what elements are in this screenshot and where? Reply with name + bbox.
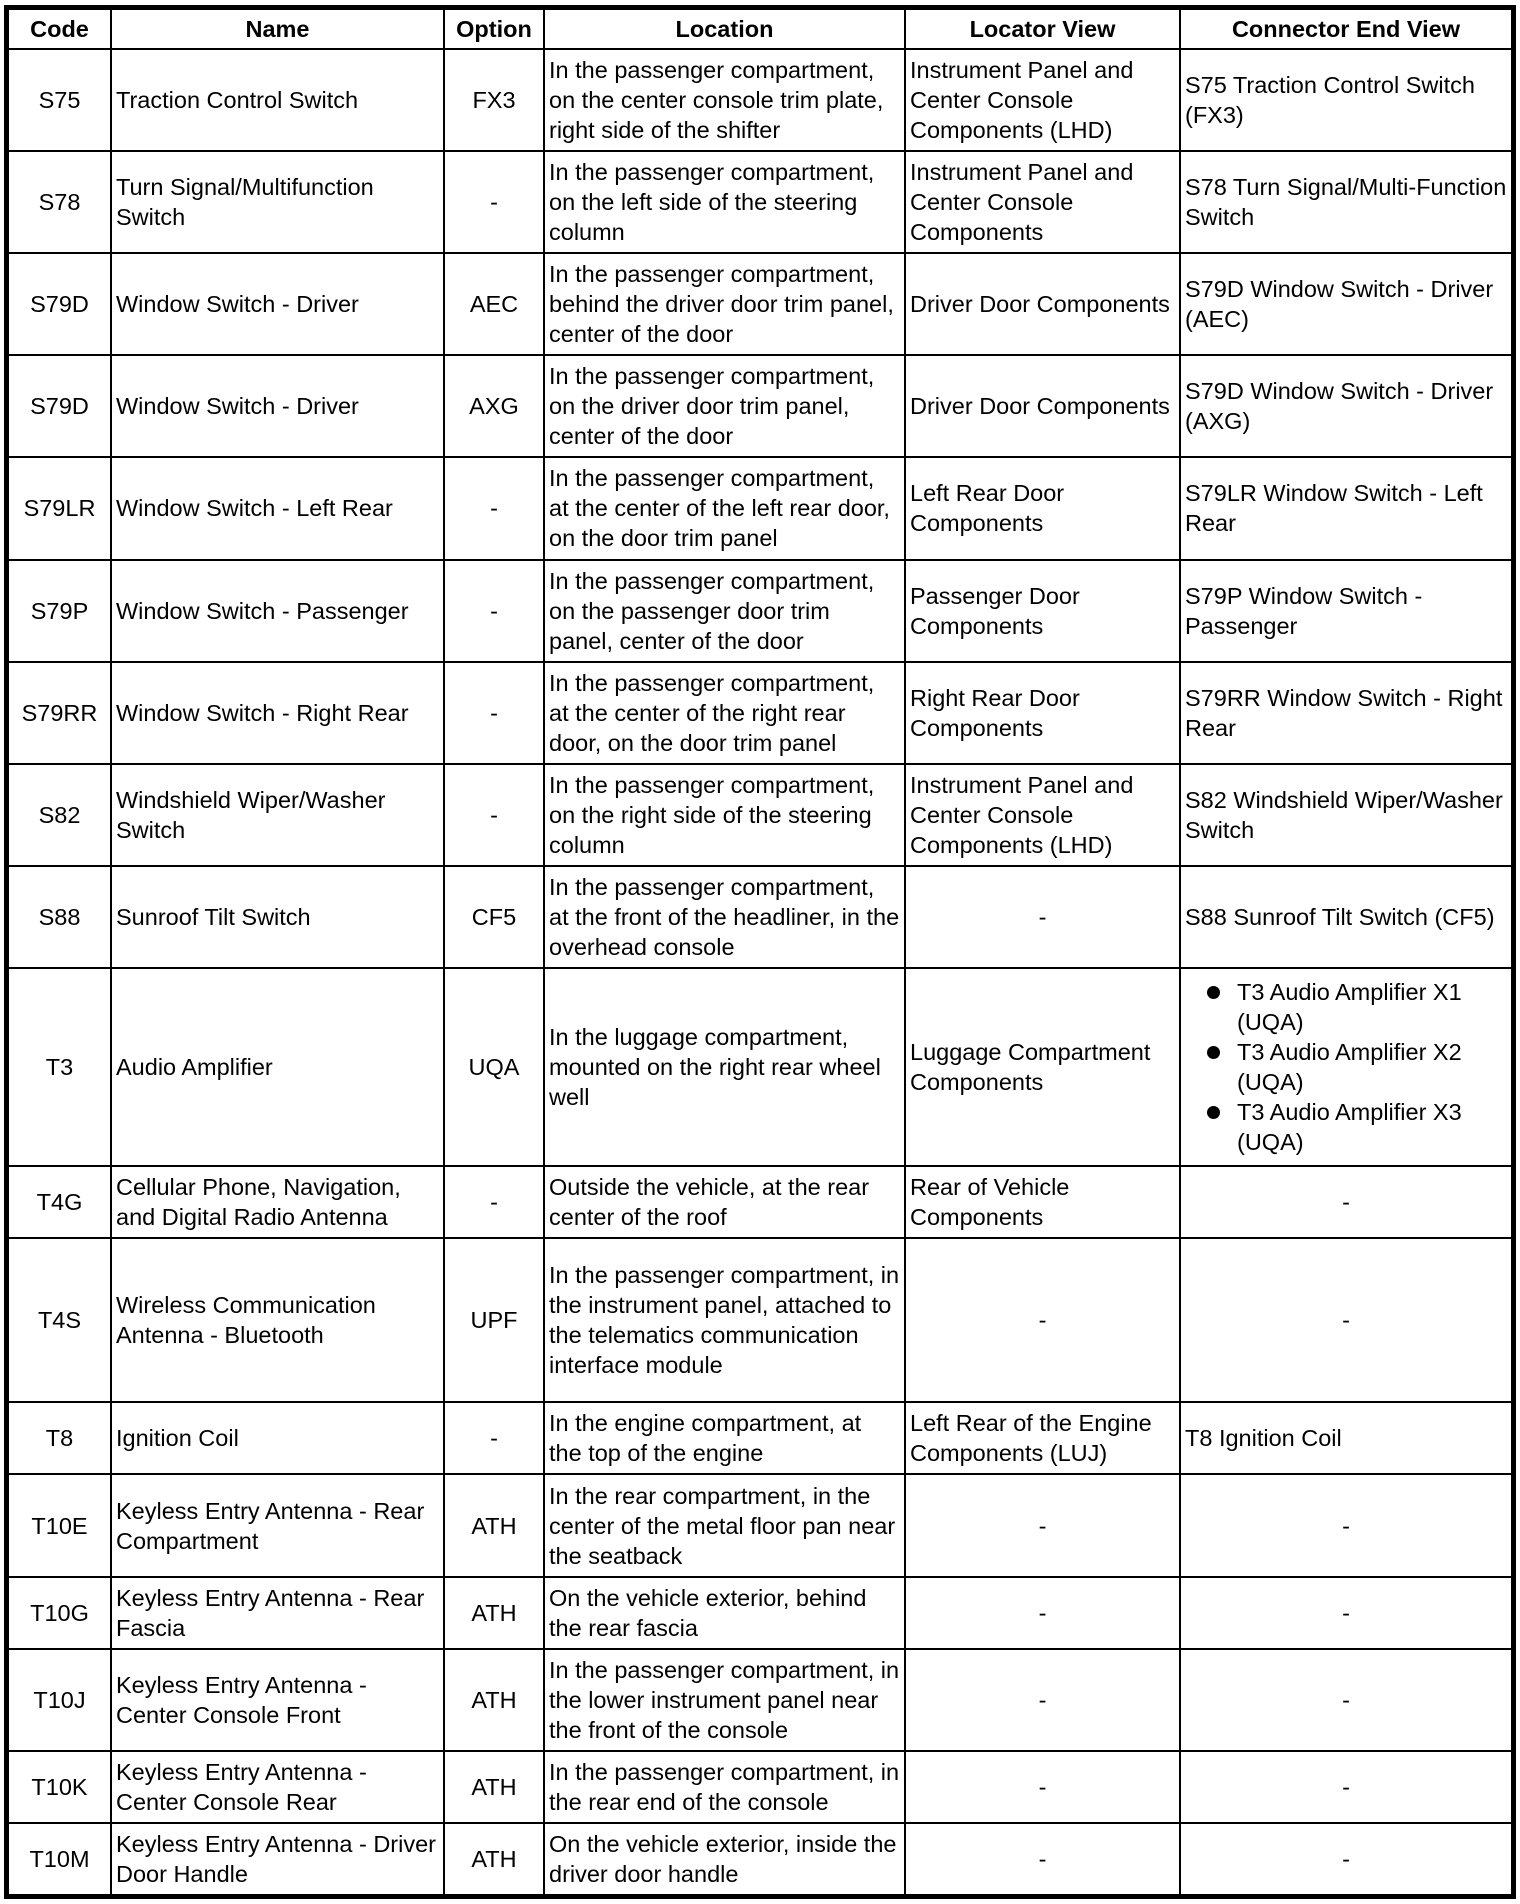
cell-code: S75 <box>8 49 111 151</box>
cell-name: Traction Control Switch <box>111 49 444 151</box>
cell-code: S79D <box>8 355 111 457</box>
cell-code: T10J <box>8 1649 111 1751</box>
cell-code: T4S <box>8 1238 111 1402</box>
table-row <box>8 662 1512 764</box>
cell-location: On the vehicle exterior, inside the driver door handle <box>544 1823 905 1895</box>
cell-connector-end-view: S88 Sunroof Tilt Switch (CF5) <box>1180 866 1512 968</box>
cell-connector-end-view: S82 Windshield Wiper/Washer Switch <box>1180 764 1512 866</box>
cell-code: S82 <box>8 764 111 866</box>
cell-locator-view: - <box>905 1474 1180 1576</box>
table-row <box>8 49 1512 151</box>
cell-code: T10G <box>8 1577 111 1649</box>
cell-location: In the passenger compartment, on the center console trim plate, right side of the shifter <box>544 49 905 151</box>
table-row <box>8 1751 1512 1823</box>
cell-locator-view: Instrument Panel and Center Console Components <box>905 151 1180 253</box>
cell-name: Ignition Coil <box>111 1402 444 1474</box>
cell-locator-view: Right Rear Door Components <box>905 662 1180 764</box>
cell-code: T3 <box>8 968 111 1166</box>
cell-location: In the passenger compartment, on the passenger door trim panel, center of the door <box>544 560 905 662</box>
header-connector-end-view: Connector End View <box>1180 9 1512 49</box>
cell-option: - <box>444 662 544 764</box>
cell-locator-view: Left Rear Door Components <box>905 457 1180 559</box>
header-row <box>8 9 1512 49</box>
cell-name: Audio Amplifier <box>111 968 444 1166</box>
table-row <box>8 1577 1512 1649</box>
cell-connector-end-view: - <box>1180 1166 1512 1238</box>
cell-location: In the luggage compartment, mounted on the right rear wheel well <box>544 968 905 1166</box>
cell-name: Keyless Entry Antenna - Center Console Front <box>111 1649 444 1751</box>
cell-locator-view: Luggage Compartment Components <box>905 968 1180 1166</box>
cell-name: Keyless Entry Antenna - Center Console Rear <box>111 1751 444 1823</box>
cell-connector-end-view: S79P Window Switch - Passenger <box>1180 560 1512 662</box>
table-row <box>8 151 1512 253</box>
cell-code: T10K <box>8 1751 111 1823</box>
table-row <box>8 764 1512 866</box>
cell-option: FX3 <box>444 49 544 151</box>
cell-location: On the vehicle exterior, behind the rear fascia <box>544 1577 905 1649</box>
cell-locator-view: - <box>905 1823 1180 1895</box>
cell-code: S79RR <box>8 662 111 764</box>
table-row <box>8 1649 1512 1751</box>
cell-name: Window Switch - Driver <box>111 253 444 355</box>
cell-location: Outside the vehicle, at the rear center of the roof <box>544 1166 905 1238</box>
cell-connector-end-view: - <box>1180 1238 1512 1402</box>
cell-option: ATH <box>444 1649 544 1751</box>
cell-option: - <box>444 1166 544 1238</box>
cell-locator-view: - <box>905 1238 1180 1402</box>
cell-connector-end-view: - <box>1180 1649 1512 1751</box>
header-option: Option <box>444 9 544 49</box>
table-row <box>8 968 1512 1166</box>
cell-option: - <box>444 1402 544 1474</box>
cell-code: S79D <box>8 253 111 355</box>
cell-connector-end-view: - <box>1180 1474 1512 1576</box>
cell-name: Keyless Entry Antenna - Rear Fascia <box>111 1577 444 1649</box>
cell-name: Window Switch - Passenger <box>111 560 444 662</box>
cell-locator-view: Driver Door Components <box>905 253 1180 355</box>
table-row <box>8 457 1512 559</box>
cell-connector-end-view: - <box>1180 1577 1512 1649</box>
cell-locator-view: - <box>905 1577 1180 1649</box>
cell-locator-view: Driver Door Components <box>905 355 1180 457</box>
cell-location: In the passenger compartment, in the rear end of the console <box>544 1751 905 1823</box>
cell-locator-view: - <box>905 866 1180 968</box>
cell-option: ATH <box>444 1577 544 1649</box>
cell-connector-end-view: S79D Window Switch - Driver (AEC) <box>1180 253 1512 355</box>
cell-location: In the passenger compartment, in the instrument panel, attached to the telematics communication interface module <box>544 1238 905 1402</box>
cell-name: Windshield Wiper/Washer Switch <box>111 764 444 866</box>
cell-name: Turn Signal/Multifunction Switch <box>111 151 444 253</box>
cell-location: In the passenger compartment, in the lower instrument panel near the front of the console <box>544 1649 905 1751</box>
cell-location: In the passenger compartment, behind the driver door trim panel, center of the door <box>544 253 905 355</box>
header-name: Name <box>111 9 444 49</box>
cell-name: Window Switch - Driver <box>111 355 444 457</box>
table-row <box>8 1238 1512 1402</box>
cell-name: Window Switch - Left Rear <box>111 457 444 559</box>
cell-option: ATH <box>444 1823 544 1895</box>
cell-location: In the rear compartment, in the center of the metal floor pan near the seatback <box>544 1474 905 1576</box>
cell-locator-view: Rear of Vehicle Components <box>905 1166 1180 1238</box>
cell-connector-end-view: T8 Ignition Coil <box>1180 1402 1512 1474</box>
cell-code: T10M <box>8 1823 111 1895</box>
cell-name: Cellular Phone, Navigation, and Digital Radio Antenna <box>111 1166 444 1238</box>
connector-bullet-item: T3 Audio Amplifier X1 (UQA) <box>1237 977 1505 1037</box>
cell-name: Wireless Communication Antenna - Bluetooth <box>111 1238 444 1402</box>
header-locator-view: Locator View <box>905 9 1180 49</box>
cell-connector-end-view: - <box>1180 1823 1512 1895</box>
cell-locator-view: Instrument Panel and Center Console Components (LHD) <box>905 49 1180 151</box>
table-row <box>8 1823 1512 1895</box>
table-row <box>8 560 1512 662</box>
table-row <box>8 253 1512 355</box>
cell-connector-end-view: S79D Window Switch - Driver (AXG) <box>1180 355 1512 457</box>
cell-locator-view: Instrument Panel and Center Console Components (LHD) <box>905 764 1180 866</box>
cell-option: - <box>444 560 544 662</box>
cell-connector-end-view: S79LR Window Switch - Left Rear <box>1180 457 1512 559</box>
cell-location: In the passenger compartment, at the center of the left rear door, on the door trim panel <box>544 457 905 559</box>
cell-name: Keyless Entry Antenna - Driver Door Handle <box>111 1823 444 1895</box>
cell-code: T10E <box>8 1474 111 1576</box>
cell-option: - <box>444 457 544 559</box>
connector-bullet-item: T3 Audio Amplifier X3 (UQA) <box>1237 1097 1505 1157</box>
cell-location: In the passenger compartment, at the front of the headliner, in the overhead console <box>544 866 905 968</box>
cell-locator-view: - <box>905 1649 1180 1751</box>
table-row <box>8 1166 1512 1238</box>
table-row <box>8 866 1512 968</box>
cell-location: In the engine compartment, at the top of the engine <box>544 1402 905 1474</box>
cell-locator-view: - <box>905 1751 1180 1823</box>
header-location: Location <box>544 9 905 49</box>
component-locator-table <box>7 8 1513 1896</box>
cell-code: S79LR <box>8 457 111 559</box>
cell-name: Keyless Entry Antenna - Rear Compartment <box>111 1474 444 1576</box>
table-row <box>8 1402 1512 1474</box>
cell-option: AEC <box>444 253 544 355</box>
cell-name: Window Switch - Right Rear <box>111 662 444 764</box>
cell-code: S78 <box>8 151 111 253</box>
cell-code: T4G <box>8 1166 111 1238</box>
cell-code: S79P <box>8 560 111 662</box>
connector-bullet-item: T3 Audio Amplifier X2 (UQA) <box>1237 1037 1505 1097</box>
cell-option: CF5 <box>444 866 544 968</box>
cell-connector-end-view <box>1180 968 1512 1166</box>
cell-locator-view: Passenger Door Components <box>905 560 1180 662</box>
cell-connector-end-view: S78 Turn Signal/Multi-Function Switch <box>1180 151 1512 253</box>
header-code: Code <box>8 9 111 49</box>
cell-location: In the passenger compartment, at the center of the right rear door, on the door trim panel <box>544 662 905 764</box>
cell-option: UPF <box>444 1238 544 1402</box>
cell-location: In the passenger compartment, on the right side of the steering column <box>544 764 905 866</box>
cell-option: - <box>444 151 544 253</box>
cell-location: In the passenger compartment, on the left side of the steering column <box>544 151 905 253</box>
cell-connector-end-view: S75 Traction Control Switch (FX3) <box>1180 49 1512 151</box>
cell-name: Sunroof Tilt Switch <box>111 866 444 968</box>
connector-bullet-list <box>1199 977 1505 1157</box>
cell-option: ATH <box>444 1474 544 1576</box>
cell-locator-view: Left Rear of the Engine Components (LUJ) <box>905 1402 1180 1474</box>
table-row <box>8 355 1512 457</box>
cell-option: UQA <box>444 968 544 1166</box>
cell-option: ATH <box>444 1751 544 1823</box>
cell-code: T8 <box>8 1402 111 1474</box>
cell-location: In the passenger compartment, on the driver door trim panel, center of the door <box>544 355 905 457</box>
cell-connector-end-view: S79RR Window Switch - Right Rear <box>1180 662 1512 764</box>
table-row <box>8 1474 1512 1576</box>
cell-option: - <box>444 764 544 866</box>
cell-code: S88 <box>8 866 111 968</box>
cell-option: AXG <box>444 355 544 457</box>
cell-connector-end-view: - <box>1180 1751 1512 1823</box>
